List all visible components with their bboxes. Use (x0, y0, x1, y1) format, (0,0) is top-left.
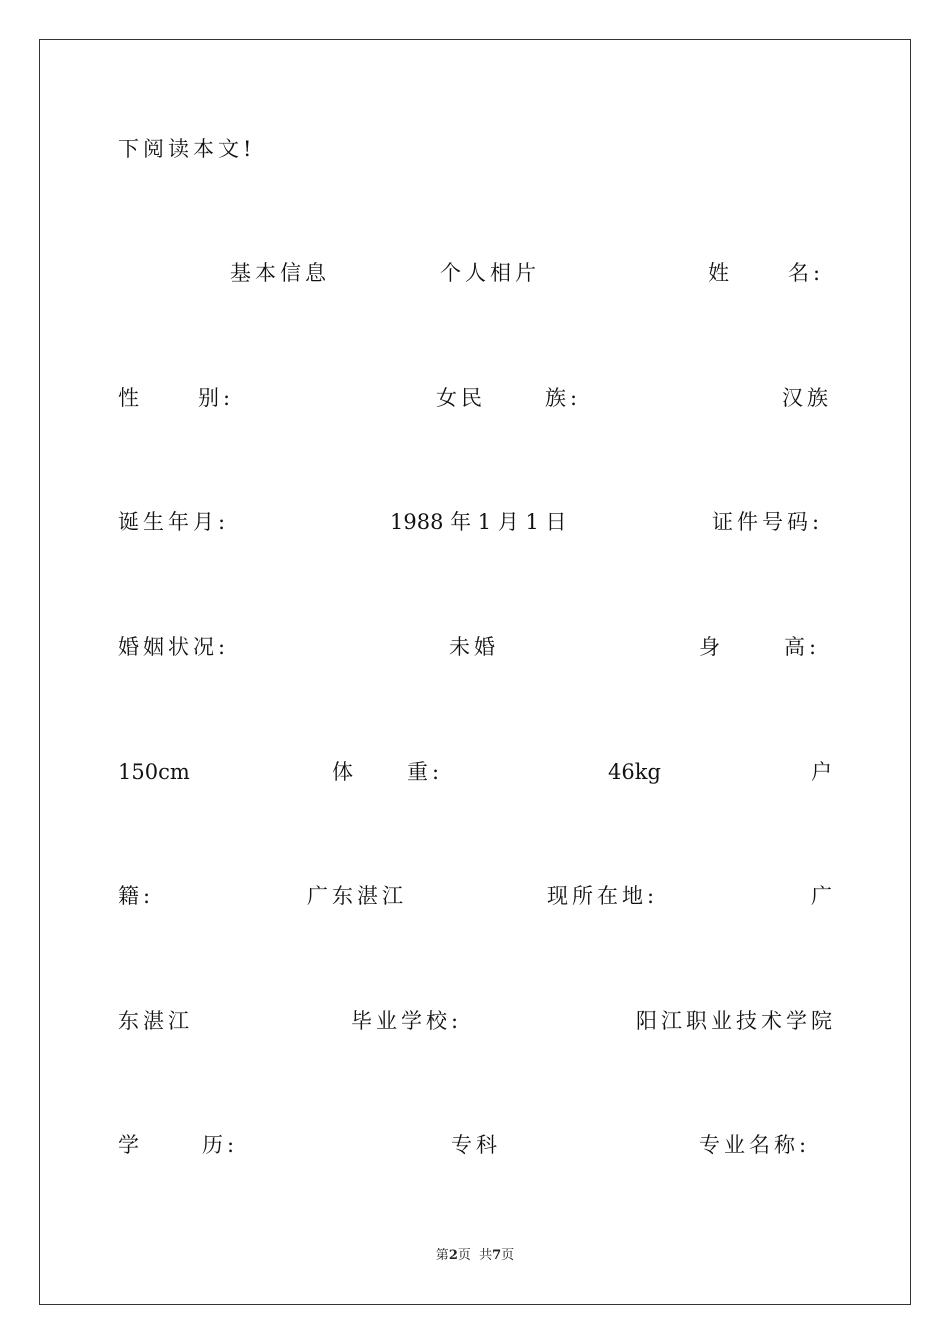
value-birthdate: 1988 年 1 月 1 日 (390, 510, 567, 534)
page-footer (0, 1247, 950, 1265)
label-education-part2: 历: (202, 1133, 239, 1157)
footer-page-number: 2 (448, 1248, 458, 1263)
value-gender-ethnicity: 女民 (436, 386, 486, 410)
footer-suffix: 页 (501, 1248, 515, 1263)
label-gender-part2: 别: (198, 386, 235, 410)
value-hukou: 广东湛江 (307, 884, 407, 908)
label-current-location: 现所在地: (547, 884, 659, 908)
label-weight-part2: 重: (407, 760, 444, 784)
value-education: 专科 (451, 1133, 501, 1157)
label-height-part2: 高: (784, 635, 821, 659)
row-school (118, 1006, 836, 1036)
row-hukou (118, 881, 836, 911)
label-hukou-part1: 户 (811, 760, 836, 784)
label-birthdate: 诞生年月: (118, 510, 230, 534)
value-current-location-part1: 广 (811, 884, 836, 908)
label-name-part1: 姓 (708, 261, 733, 285)
value-ethnicity: 汉族 (782, 386, 832, 410)
value-marital-status: 未婚 (449, 635, 499, 659)
row-gender (118, 383, 832, 413)
label-hukou-part2: 籍: (118, 884, 155, 908)
value-graduate-school: 阳江职业技术学院 (636, 1009, 836, 1033)
label-weight-part1: 体 (332, 760, 357, 784)
intro-text: 下阅读本文! (118, 137, 256, 161)
label-major: 专业名称: (699, 1133, 811, 1157)
label-personal-photo: 个人相片 (440, 261, 540, 285)
label-graduate-school: 毕业学校: (351, 1009, 463, 1033)
value-weight: 46kg (608, 760, 661, 784)
row-birthdate (118, 507, 832, 537)
label-education-part1: 学 (118, 1133, 143, 1157)
footer-total-pages: 7 (492, 1248, 502, 1263)
label-gender-part1: 性 (118, 386, 143, 410)
row-basic-info (118, 258, 832, 288)
label-basic-info: 基本信息 (230, 261, 330, 285)
label-id-number: 证件号码: (712, 510, 824, 534)
row-marital (118, 632, 832, 662)
footer-mid: 页 共 (457, 1248, 493, 1263)
label-name-part2: 名: (788, 261, 825, 285)
label-ethnicity: 族: (545, 386, 582, 410)
row-weight (118, 757, 836, 787)
value-height: 150cm (118, 760, 190, 784)
intro-line (118, 134, 832, 164)
footer-prefix: 第 (435, 1248, 449, 1263)
page-border (39, 39, 911, 1305)
label-height-part1: 身 (699, 635, 724, 659)
label-marital-status: 婚姻状况: (118, 635, 230, 659)
row-education (118, 1130, 832, 1160)
value-current-location-part2: 东湛江 (118, 1009, 193, 1033)
